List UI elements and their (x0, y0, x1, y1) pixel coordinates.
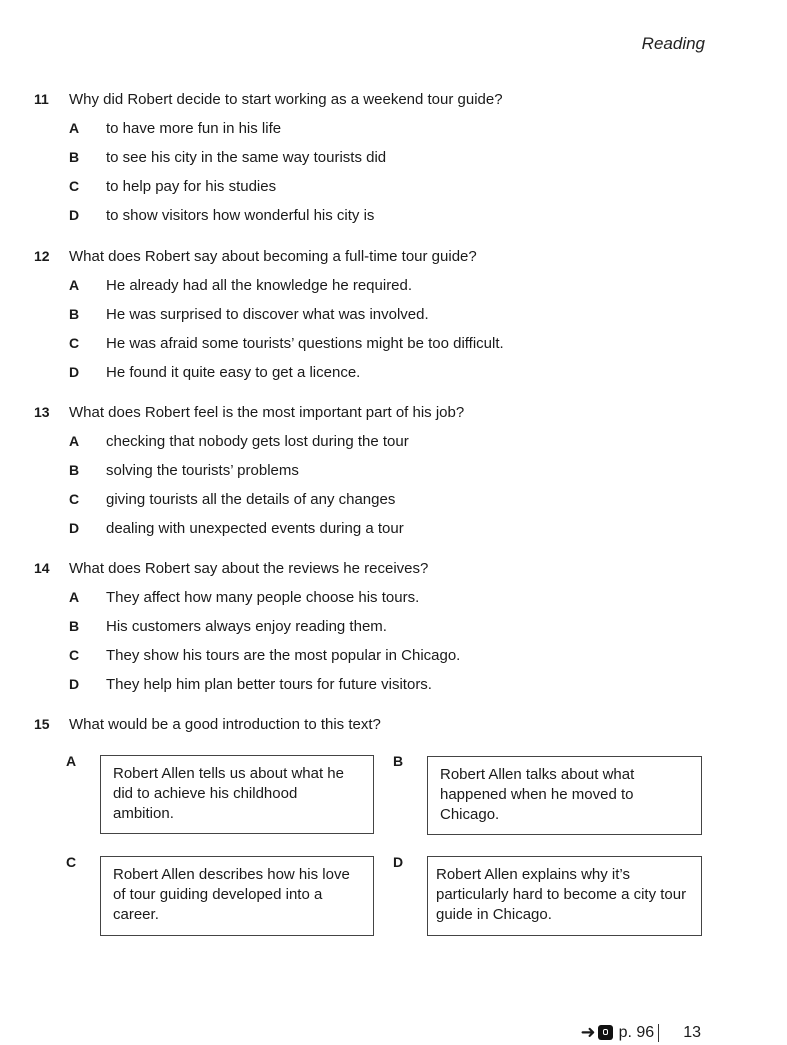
option-letter: B (69, 306, 80, 322)
option-box-d[interactable]: Robert Allen explains why it’s particularly hard to become a city tour guide in Chicago. (427, 856, 702, 936)
option-text: dealing with unexpected events during a tour (106, 520, 404, 537)
option-d[interactable] (34, 676, 714, 705)
box-letter-a: A (66, 753, 77, 769)
question-text: What would be a good introduction to this text? (69, 716, 381, 733)
question-number: 14 (34, 560, 50, 576)
option-d[interactable] (34, 520, 714, 549)
option-a[interactable] (34, 589, 714, 618)
box-letter-b: B (393, 753, 404, 769)
option-b[interactable] (34, 149, 714, 178)
option-text: His customers always enjoy reading them. (106, 618, 387, 635)
question-number: 15 (34, 716, 50, 732)
option-text: solving the tourists’ problems (106, 462, 299, 479)
question-text: What does Robert say about the reviews he receives? (69, 560, 429, 577)
question-number: 13 (34, 404, 50, 420)
question-11 (34, 91, 714, 236)
option-letter: B (69, 149, 80, 165)
option-b[interactable] (34, 618, 714, 647)
option-box-a[interactable]: Robert Allen tells us about what he did to achieve his childhood ambition. (100, 755, 374, 834)
question-text: Why did Robert decide to start working as a weekend tour guide? (69, 91, 503, 108)
question-14 (34, 560, 714, 705)
option-letter: D (69, 676, 80, 692)
right-arrow-icon: ➜ (580, 1022, 596, 1042)
option-c[interactable] (34, 335, 714, 364)
section-title: Reading (641, 34, 705, 53)
option-c[interactable] (34, 178, 714, 207)
option-b[interactable] (34, 462, 714, 491)
option-c[interactable] (34, 491, 714, 520)
option-letter: C (69, 335, 80, 351)
option-letter: A (69, 277, 80, 293)
option-text: He was surprised to discover what was involved. (106, 306, 429, 323)
option-text: to help pay for his studies (106, 178, 277, 195)
option-text: to show visitors how wonderful his city is (106, 207, 375, 224)
page-reference-link[interactable]: p. 96 (619, 1024, 660, 1042)
option-b[interactable] (34, 306, 714, 335)
question-13 (34, 404, 714, 549)
reference-icon (598, 1025, 613, 1040)
option-text: giving tourists all the details of any changes (106, 491, 396, 508)
option-letter: D (69, 520, 80, 536)
option-letter: D (69, 207, 80, 223)
box-letter-d: D (393, 854, 404, 870)
option-text: checking that nobody gets lost during the tour (106, 433, 409, 450)
option-text: They help him plan better tours for future visitors. (106, 676, 432, 693)
question-text: What does Robert feel is the most important part of his job? (69, 404, 465, 421)
option-d[interactable] (34, 207, 714, 236)
question-15 (34, 716, 714, 745)
question-12 (34, 248, 714, 393)
option-a[interactable] (34, 277, 714, 306)
option-text: He found it quite easy to get a licence. (106, 364, 361, 381)
option-d[interactable] (34, 364, 714, 393)
question-number: 12 (34, 248, 50, 264)
option-letter: A (69, 120, 80, 136)
option-text: They affect how many people choose his tours. (106, 589, 420, 606)
option-box-b[interactable]: Robert Allen talks about what happened when he moved to Chicago. (427, 756, 702, 835)
option-letter: B (69, 462, 80, 478)
option-letter: C (69, 491, 80, 507)
option-text: He was afraid some tourists’ questions might be too difficult. (106, 335, 504, 352)
question-number: 11 (34, 91, 49, 107)
option-c[interactable] (34, 647, 714, 676)
option-a[interactable] (34, 433, 714, 462)
question-text: What does Robert say about becoming a full-time tour guide? (69, 248, 477, 265)
option-box-c[interactable]: Robert Allen describes how his love of tour guiding developed into a career. (100, 856, 374, 936)
option-text: to see his city in the same way tourists did (106, 149, 387, 166)
page-footer (581, 1022, 701, 1043)
option-letter: B (69, 618, 80, 634)
option-letter: A (69, 433, 80, 449)
box-letter-c: C (66, 854, 77, 870)
option-a[interactable] (34, 120, 714, 149)
option-text: to have more fun in his life (106, 120, 282, 137)
option-letter: C (69, 178, 80, 194)
option-text: They show his tours are the most popular in Chicago. (106, 647, 461, 664)
option-text: He already had all the knowledge he required. (106, 277, 413, 294)
option-letter: A (69, 589, 80, 605)
option-letter: C (69, 647, 80, 663)
option-letter: D (69, 364, 80, 380)
page-number: 13 (683, 1023, 701, 1041)
